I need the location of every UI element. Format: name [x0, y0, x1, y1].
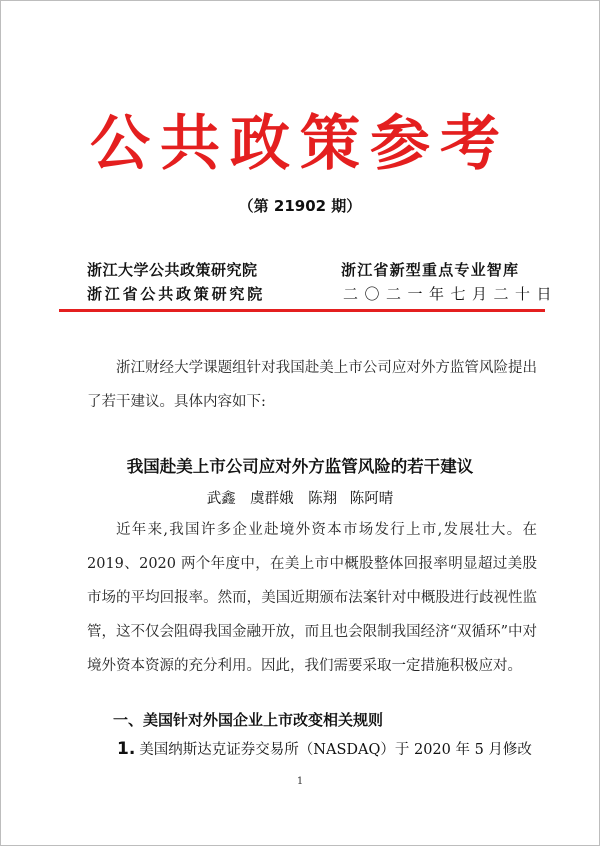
- section-heading: 一、美国针对外国企业上市改变相关规则: [113, 711, 384, 729]
- article-title: 我国赴美上市公司应对外方监管风险的若干建议: [126, 457, 474, 476]
- header-org-zhejiang: 浙江省公共政策研究院: [87, 285, 266, 303]
- masthead-title: 公共政策参考: [90, 109, 510, 179]
- list-item: [117, 738, 532, 759]
- header-divider-line: [59, 309, 545, 312]
- issue-number: （第 21902 期）: [238, 197, 362, 215]
- intro-paragraph: 浙江财经大学课题组针对我国赴美上市公司应对外方监管风险提出了若干建议。具体内容如下:: [87, 360, 537, 410]
- list-item-text: 美国纳斯达克证券交易所（NASDAQ）于 2020 年 5 月修改: [139, 742, 532, 758]
- list-item-number: 1.: [117, 739, 136, 759]
- header-think-tank: 浙江省新型重点专业智库: [341, 261, 520, 279]
- header-org-zju: 浙江大学公共政策研究院: [87, 261, 258, 279]
- article-authors: 武鑫 虞群娥 陈翔 陈阿晴: [206, 491, 394, 507]
- page-number: 1: [296, 776, 304, 787]
- body-paragraph: 近年来,我国许多企业赴境外资本市场发行上市,发展壮大。在 2019、2020 两个年度中，在美上市中概股整体回报率明显超过美股市场的平均回报率。然而，美国近期颁布法案针对中概股进行歧视性监管，这不仅会阻碍我国金融开放，而且也会限制我国经济“双循环”中对境外资本资源的充分利用。因此，我们需要采取一定措施积极应对。: [87, 522, 537, 674]
- header-date: 二〇二一年七月二十日: [343, 285, 559, 303]
